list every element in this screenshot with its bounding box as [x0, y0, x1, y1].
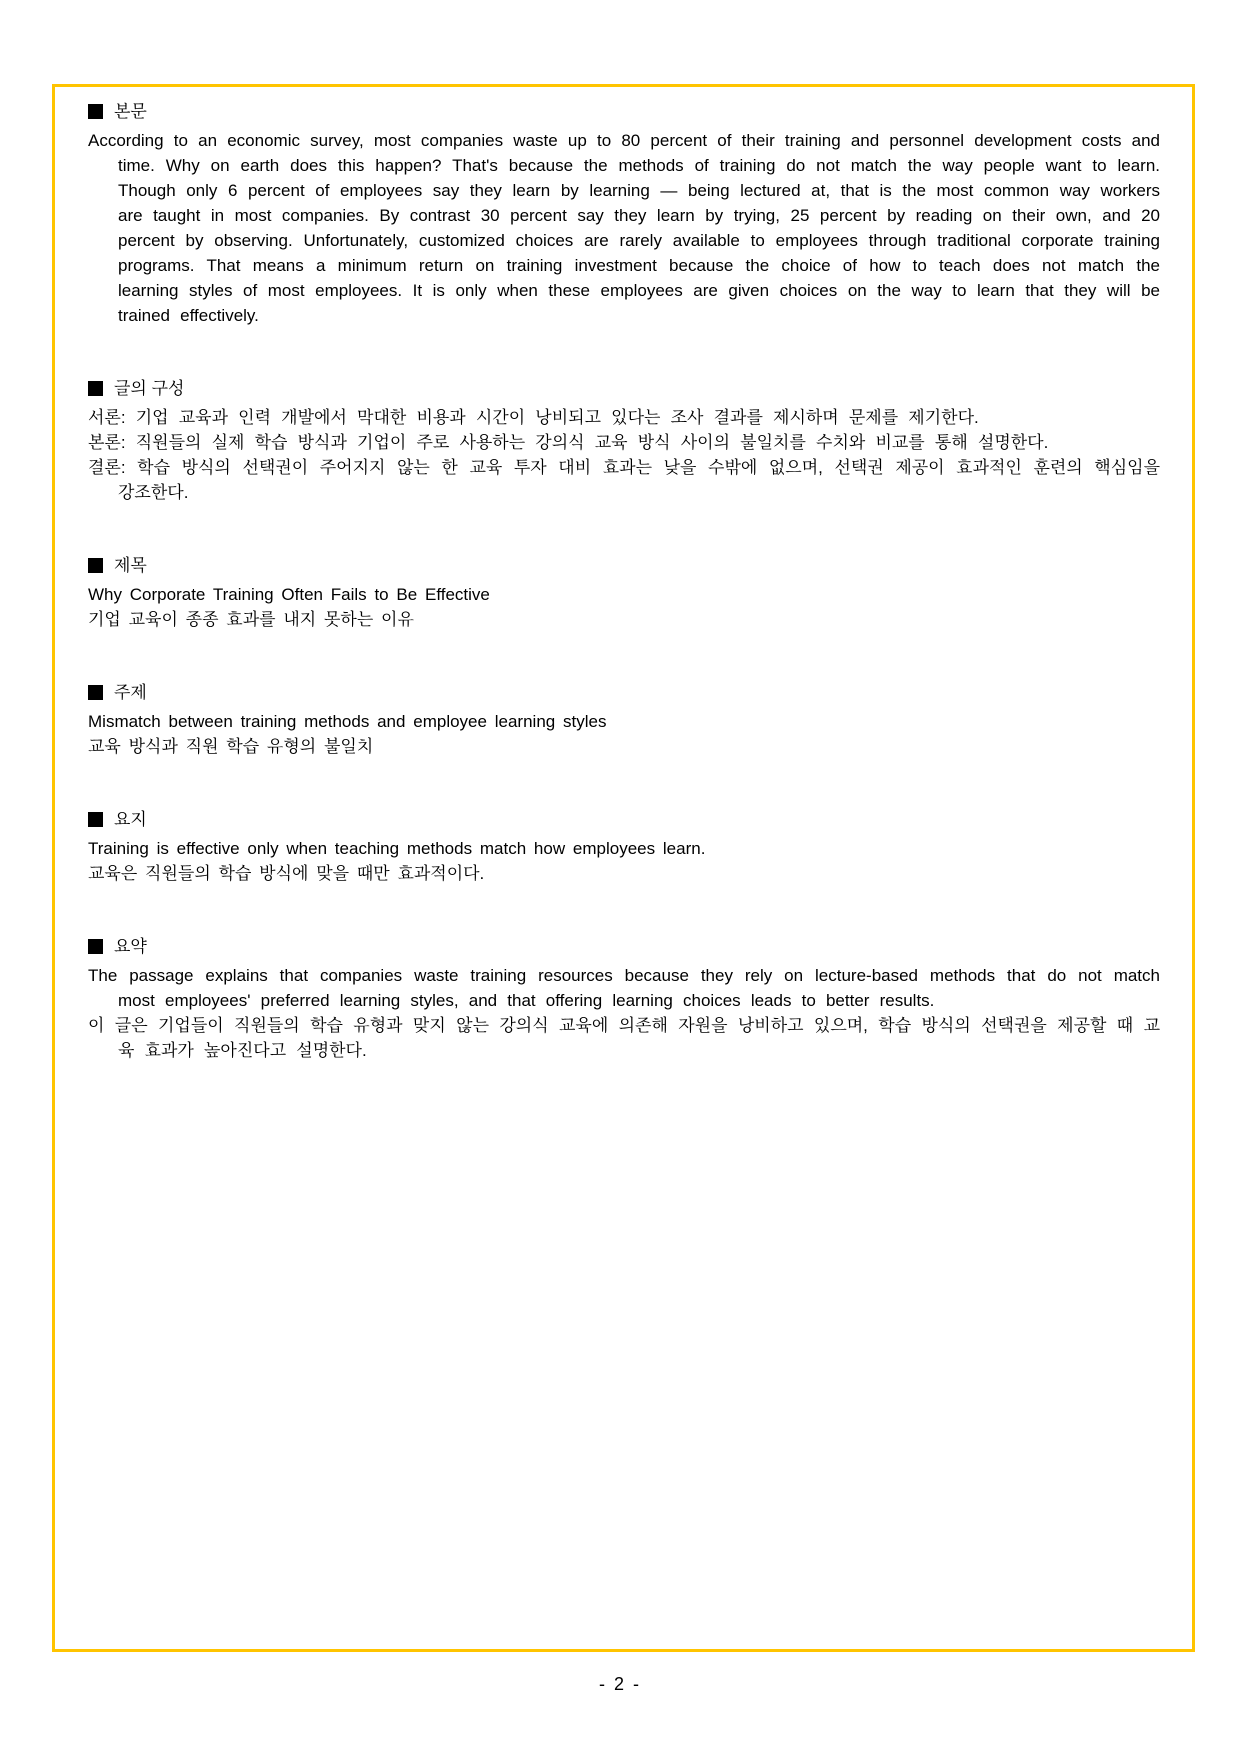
- topic-english-text: Mismatch between training methods and employee learning styles: [88, 712, 607, 731]
- section-passage-header: [88, 99, 1160, 124]
- section-structure: [88, 376, 1160, 505]
- section-passage-title: 본문: [114, 102, 147, 121]
- topic-korean-text: 교육 방식과 직원 학습 유형의 불일치: [88, 737, 374, 756]
- section-passage: [88, 99, 1160, 328]
- section-structure-title: 글의 구성: [114, 379, 185, 398]
- section-gist-header: [88, 807, 1160, 832]
- section-marker-icon: [88, 685, 103, 700]
- title-korean-text: 기업 교육이 종종 효과를 내지 못하는 이유: [88, 610, 414, 629]
- section-structure-header: [88, 376, 1160, 401]
- section-title-title: 제목: [114, 556, 147, 575]
- structure-intro-text: 서론: 기업 교육과 인력 개발에서 막대한 비용과 시간이 낭비되고 있다는 조사 결과를 제시하며 문제를 제기한다.: [88, 408, 979, 427]
- section-marker-icon: [88, 104, 103, 119]
- section-marker-icon: [88, 939, 103, 954]
- summary-english-text: The passage explains that companies waste training resources because they rely on lecture-based methods that do not match most employees' preferred learning styles, and that offering learning choices leads to better results.: [88, 966, 1160, 1010]
- section-topic: [88, 680, 1160, 759]
- document-content: [88, 99, 1160, 1063]
- document-frame: [52, 84, 1195, 1652]
- summary-korean-text: 이 글은 기업들이 직원들의 학습 유형과 맞지 않는 강의식 교육에 의존해 자원을 낭비하고 있으며, 학습 방식의 선택권을 제공할 때 교육 효과가 높아진다고 설명한다.: [88, 1016, 1160, 1060]
- section-topic-header: [88, 680, 1160, 705]
- section-marker-icon: [88, 381, 103, 396]
- structure-body-text: 본론: 직원들의 실제 학습 방식과 기업이 주로 사용하는 강의식 교육 방식 사이의 불일치를 수치와 비교를 통해 설명한다.: [88, 433, 1049, 452]
- structure-conclusion-text: 결론: 학습 방식의 선택권이 주어지지 않는 한 교육 투자 대비 효과는 낮을 수밖에 없으며, 선택권 제공이 효과적인 훈련의 핵심임을 강조한다.: [88, 458, 1160, 502]
- title-english-text: Why Corporate Training Often Fails to Be Effective: [88, 585, 490, 604]
- section-gist: [88, 807, 1160, 886]
- section-title: [88, 553, 1160, 632]
- gist-english-text: Training is effective only when teaching methods match how employees learn.: [88, 839, 706, 858]
- section-summary-header: [88, 934, 1160, 959]
- gist-korean-text: 교육은 직원들의 학습 방식에 맞을 때만 효과적이다.: [88, 864, 485, 883]
- page-number: - 2 -: [598, 1674, 641, 1694]
- section-marker-icon: [88, 812, 103, 827]
- section-title-header: [88, 553, 1160, 578]
- section-marker-icon: [88, 558, 103, 573]
- passage-body-text: According to an economic survey, most companies waste up to 80 percent of their training and personnel development costs and time. Why on earth does this happen? That's because the methods of training do not match the way people want to learn. Though only 6 percent of employees say they learn by learning — being lectured at, that is the most common way workers are taught in most companies. By contrast 30 percent say they learn by trying, 25 percent by reading on their own, and 20 percent by observing. Unfortunately, customized choices are rarely available to employees through traditional corporate training programs. That means a minimum return on training investment because the choice of how to teach does not match the learning styles of most employees. It is only when these employees are given choices on the way to learn that they will be trained effectively.: [88, 131, 1160, 325]
- section-gist-title: 요지: [114, 810, 147, 829]
- section-summary: [88, 934, 1160, 1063]
- section-summary-title: 요약: [114, 937, 147, 956]
- section-topic-title: 주제: [114, 683, 147, 702]
